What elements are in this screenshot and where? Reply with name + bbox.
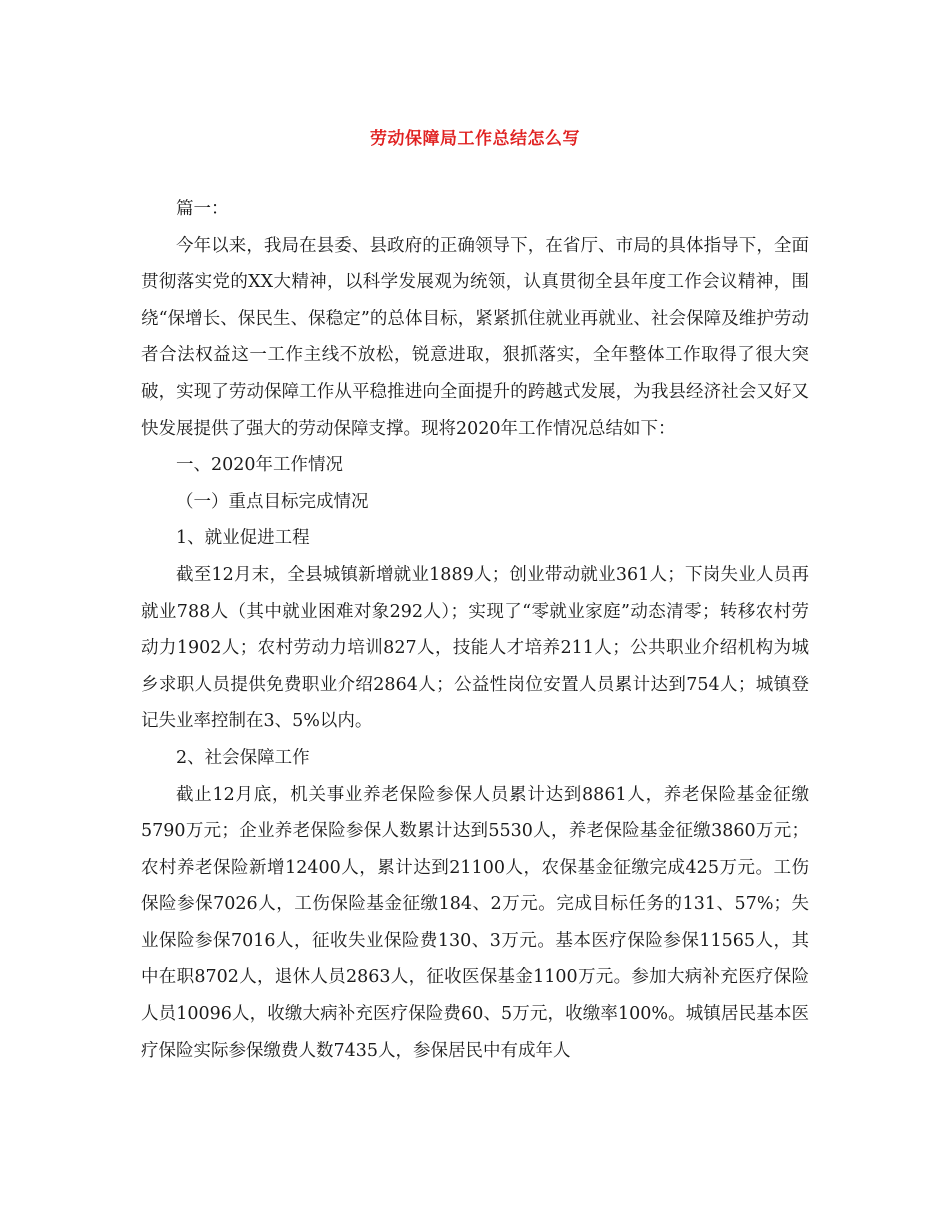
paragraph-social-security: 截止12月底，机关事业养老保险参保人员累计达到8861人，养老保险基金征缴5790万元；企业养老保险参保人数累计达到5530人，养老保险基金征缴3860万元；农村养老保险新增12400人，累计达到21100人，农保基金征缴完成425万元。工伤保险参保7026人，工伤保险基金征缴184、2万元。完成目标任务的131、57%；失业保险参保7016人，征收失业保险费130、3万元。基本医疗保险参保11565人，其中在职8702人，退休人员2863人，征收医保基金1100万元。参加大病补充医疗保险人员10096人，收缴大病补充医疗保险费60、5万元，收缴率100%。城镇居民基本医疗保险实际参保缴费人数7435人，参保居民中有成年人 bbox=[141, 784, 809, 1061]
document-title: 劳动保障局工作总结怎么写 bbox=[370, 129, 580, 149]
document-body bbox=[141, 191, 809, 1069]
paragraph-employment: 截至12月末，全县城镇新增就业1889人；创业带动就业361人；下岗失业人员再就业788人（其中就业困难对象292人）；实现了“零就业家庭”动态清零；转移农村劳动力1902人；农村劳动力培训827人，技能人才培养211人；公共职业介绍机构为城乡求职人员提供免费职业介绍2864人；公益性岗位安置人员累计达到754人；城镇登记失业率控制在3、5%以内。 bbox=[141, 564, 809, 732]
paragraph-section-label: 篇一： bbox=[176, 199, 229, 219]
heading-work-situation: 一、2020年工作情况 bbox=[176, 455, 344, 476]
heading-key-targets: （一）重点目标完成情况 bbox=[176, 491, 369, 512]
paragraph-intro: 今年以来，我局在县委、县政府的正确领导下，在省厅、市局的具体指导下，全面贯彻落实党的XX大精神，以科学发展观为统领，认真贯彻全县年度工作会议精神，围绕“保增长、保民生、保稳定”的总体目标，紧紧抓住就业再就业、社会保障及维护劳动者合法权益这一工作主线不放松，锐意进取，狠抓落实，全年整体工作取得了很大突破，实现了劳动保障工作从平稳推进向全面提升的跨越式发展，为我县经济社会又好又快发展提供了强大的劳动保障支撑。现将2020年工作情况总结如下： bbox=[141, 235, 809, 439]
heading-employment-promotion: 1、就业促进工程 bbox=[176, 528, 310, 549]
heading-social-security: 2、社会保障工作 bbox=[176, 747, 310, 768]
